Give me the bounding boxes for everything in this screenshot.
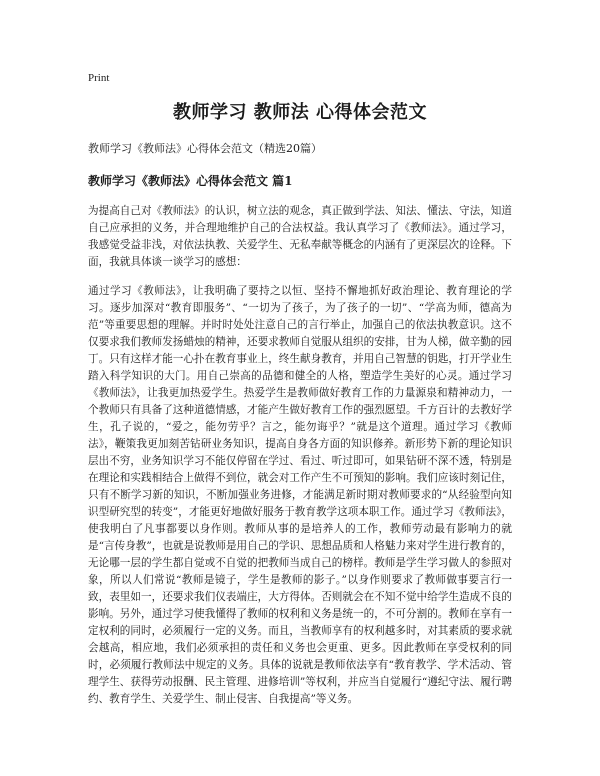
- document-subtitle: 教师学习《教师法》心得体会范文（精选20篇）: [88, 142, 322, 155]
- body-paragraph-main: 通过学习《教师法》，让我明确了要持之以恒、坚持不懈地抓好政治理论、教育理论的学习。逐步加深对“教育即服务”、“一切为了孩子，为了孩子的一切”、“学高为师，德高为范”等重要思想的理解。并时时处处注意自己的言行举止，加强自己的依法执教意识。这不仅要求我们教师发扬蜡烛的精神，还要求教师自觉服从组织的安排，甘为人梯，做辛勤的园丁。只有这样才能一心扑在教育事业上，终生献身教育，并用自己智慧的钥匙，打开学业生踏入科学知识的大门。用自己崇高的品德和健全的人格，塑造学生美好的心灵。通过学习《教师法》，让我更加热爱学生。热爱学生是教师做好教育工作的力量源泉和精神动力，一个教师只有具备了这种道德情感，才能产生做好教育工作的强烈愿望。千方百计的去教好学生，孔子说的，“爱之，能勿劳乎？言之，能勿诲乎？”就是这个道理。通过学习《教师法》，鞭策我更加刻苦钻研业务知识，提高自身各方面的知识修养。新形势下新的理论知识层出不穷，业务知识学习不能仅停留在学过、看过、听过即可，如果钻研不深不透，特别是在理论和实践相结合上做得不到位，就会对工作产生不可预知的影响。我们应该时刻记住，只有不断学习新的知识，不断加强业务进修，才能满足新时期对教师要求的“从经验型向知识型研究型的转变”，才能更好地做好服务于教育教学这项本职工作。通过学习《教师法》，使我明白了凡事都要以身作则。教师从事的是培养人的工作，教师劳动最有影响力的就是“言传身教”，也就是说教师是用自己的学识、思想品质和人格魅力来对学生进行教育的，无论哪一层的学生都自觉或不自觉的把教师当成自己的榜样。教师是学生学习做人的参照对象，所以人们常说“教师是镜子，学生是教师的影子。”以身作则要求了教师做事要言行一致，表里如一，还要求我们仪表端庄，大方得体。否则就会在不知不觉中给学生造成不良的影响。另外，通过学习使我懂得了教师的权利和义务是统一的，不可分割的。教师在享有一定权利的同时，必须履行一定的义务。而且，当教师享有的权利越多时，对其素质的要求就会越高，相应地，我们必须承担的责任和义务也会更重、更多。因此教师在享受权利的同时，必须履行教师法中规定的义务。具体的说就是教师依法享有“教育教学、学术活动、管理学生、获得劳动报酬、民主管理、进修培训”等权利，并应当自觉履行“遵纪守法、履行聘约、教育学生、关爱学生、制止侵害、自我提高”等义务。: [88, 285, 512, 705]
- page-title: 教师学习 教师法 心得体会范文: [172, 102, 428, 123]
- print-link[interactable]: Print: [88, 72, 110, 84]
- body-paragraph-intro: 为提高自己对《教师法》的认识，树立法的观念，真正做到学法、知法、懂法、守法，知道自己应承担的义务，并合理地维护自己的合法权益。我认真学习了《教师法》。通过学习，我感觉受益非浅，对依法执教、关爱学生、无私奉献等概念的内涵有了更深层次的诠释。下面，我就具体谈一谈学习的感想：: [88, 205, 512, 268]
- section-heading: 教师学习《教师法》心得体会范文 篇1: [88, 174, 293, 188]
